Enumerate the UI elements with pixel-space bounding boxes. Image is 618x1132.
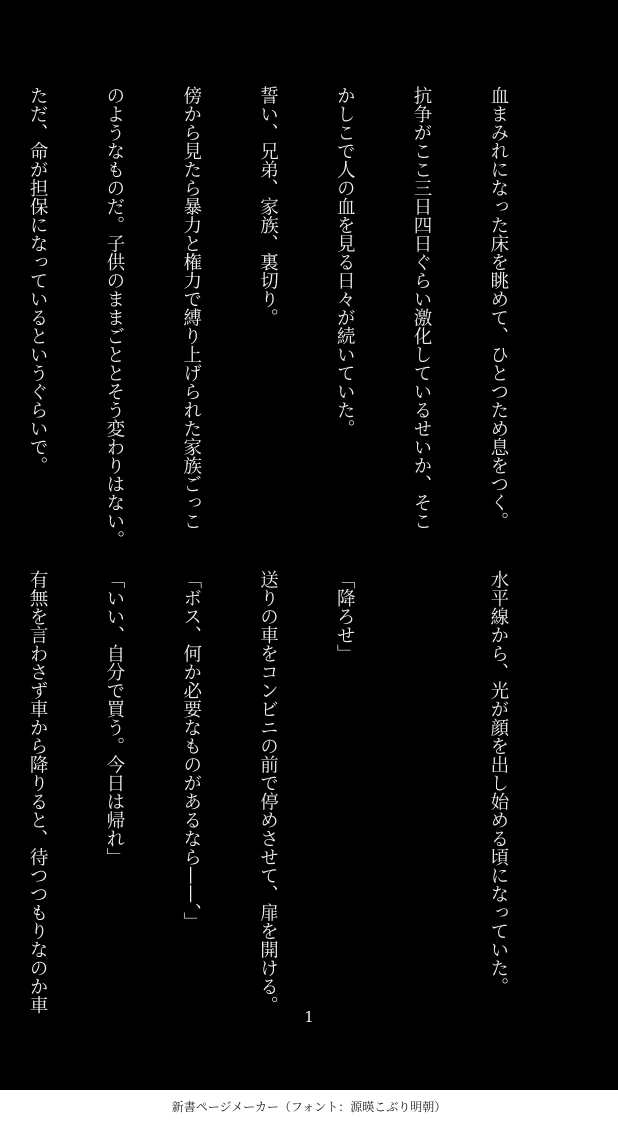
text-column: 「降ろせ」 xyxy=(334,570,356,663)
text-column: 抗争がここ三日四日ぐらい激化しているせいか、そこ xyxy=(411,86,433,530)
text-column: のようなものだ。子供のままごととそう変わりはない。 xyxy=(103,86,125,549)
text-column: 傍から見たら暴力と権力で縛り上げられた家族ごっこ xyxy=(180,86,202,530)
text-column: 水平線から、光が顔を出し始める頃になっていた。 xyxy=(487,570,509,996)
text-column: 「いい、自分で買う。今日は帰れ」 xyxy=(103,570,125,866)
text-block-top xyxy=(0,86,562,549)
footer-caption: 新書ページメーカー（フォント：源暎こぶり明朝） xyxy=(171,1100,447,1114)
text-column: 血まみれになった床を眺めて、ひとつため息をつく。 xyxy=(487,86,509,530)
text-block-bottom xyxy=(0,570,562,1014)
text-column: ただ、命が担保になっているというぐらいで。 xyxy=(27,86,49,475)
text-column: かしこで人の血を見る日々が続いていた。 xyxy=(334,86,356,438)
text-column: 有無を言わさず車から降りると、待つつもりなのか車 xyxy=(27,570,49,1014)
text-column: 誓い、兄弟、家族、裏切り。 xyxy=(257,86,279,327)
text-column xyxy=(408,570,434,1010)
text-column: 「ボス、何か必要なものがあるなら——、」 xyxy=(180,570,202,931)
page-number: 1 xyxy=(304,1008,314,1026)
text-column: 送りの車をコンビニの前で停めさせて、扉を開ける。 xyxy=(257,570,279,1014)
